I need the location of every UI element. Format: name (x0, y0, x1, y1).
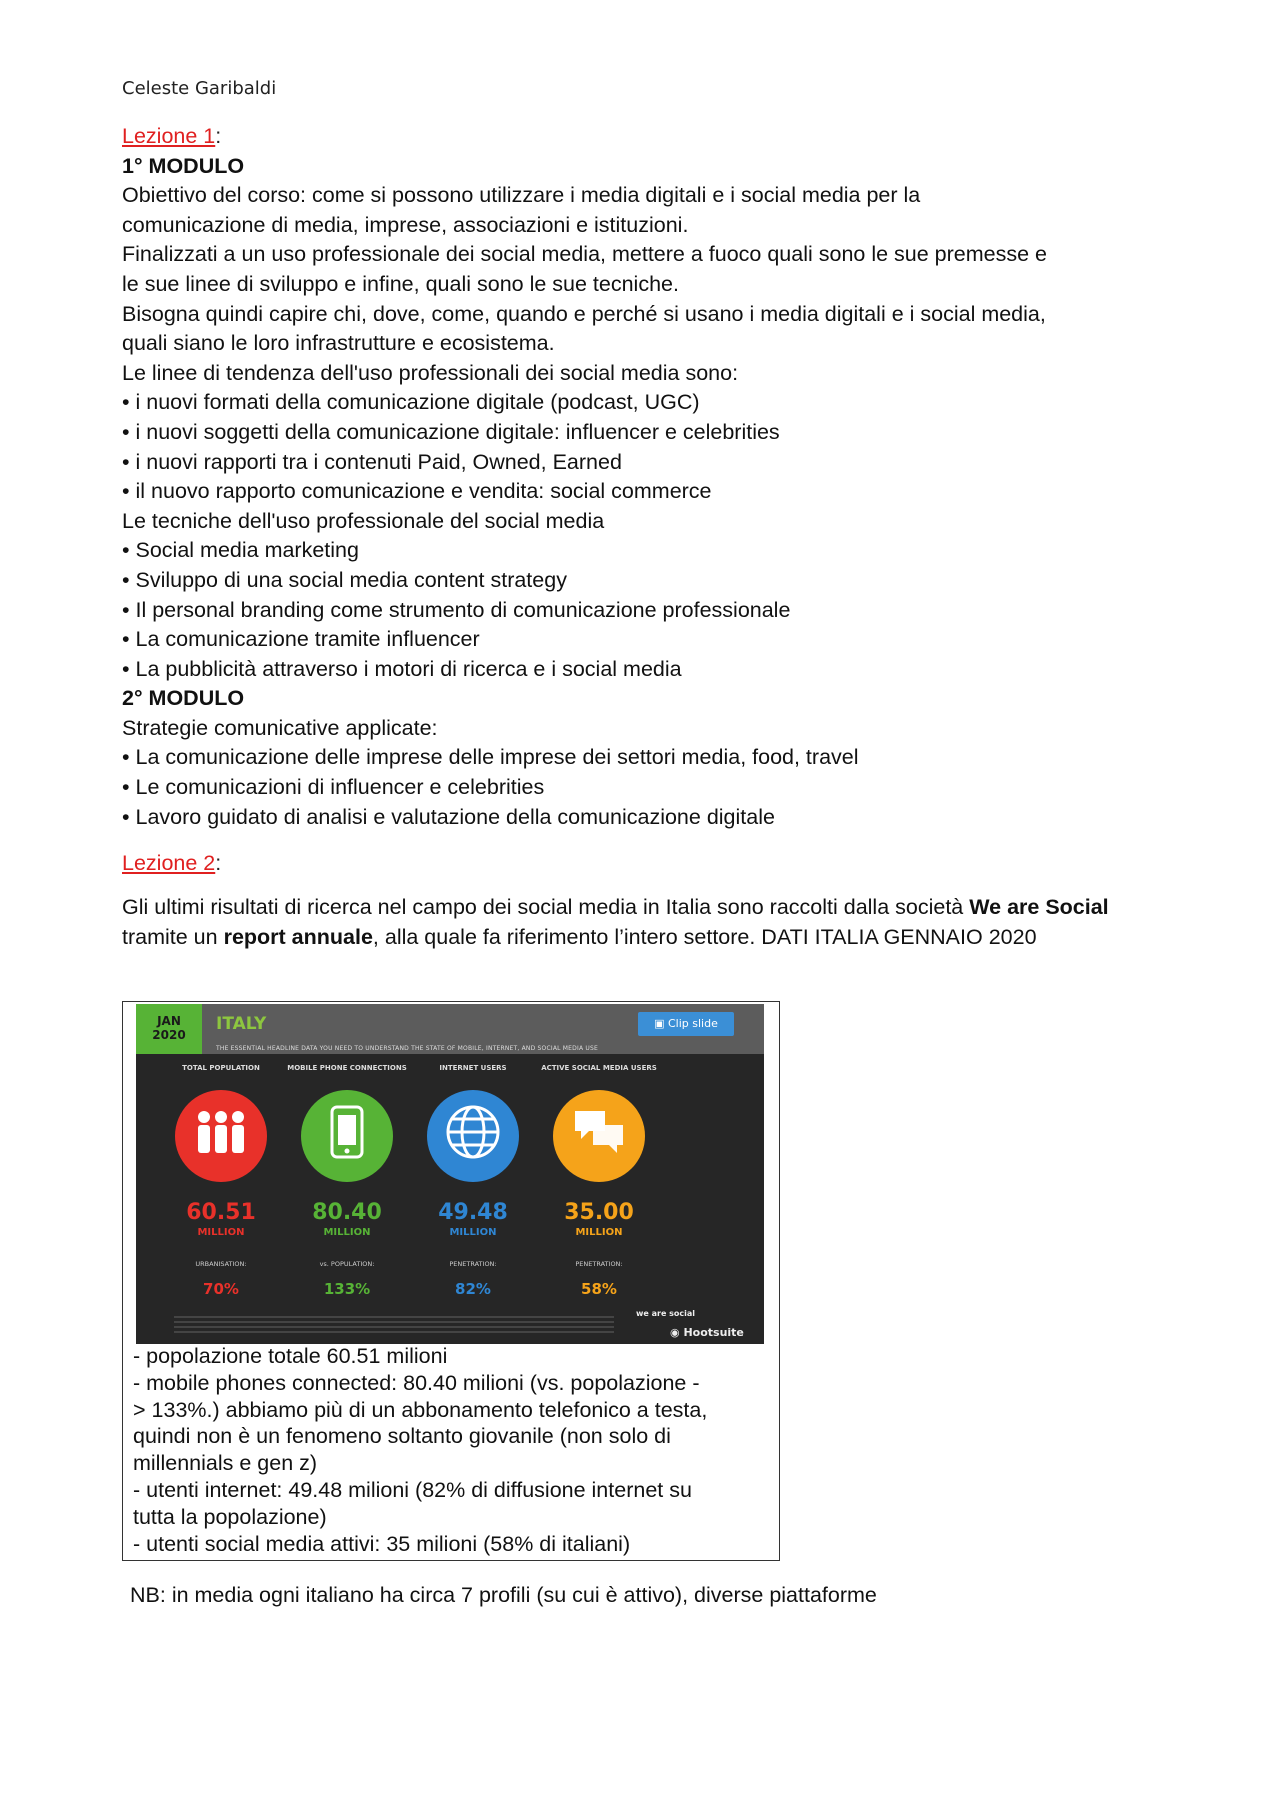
stat-label: TOTAL POPULATION (182, 1064, 260, 1072)
caption-line: - utenti social media attivi: 35 milioni (58% di italiani) (133, 1531, 631, 1556)
intro-bold-company: We are Social (969, 895, 1109, 919)
hootsuite-label: Hootsuite (683, 1326, 744, 1339)
stat-sub-label: PENETRATION: (575, 1260, 623, 1268)
intro-text-2: tramite un (122, 924, 224, 949)
intro-bold-report: report annuale (223, 924, 373, 949)
caption-line: - utenti internet: 49.48 milioni (82% di diffusione internet su (133, 1477, 692, 1502)
figure-caption (133, 1343, 773, 1557)
lesson-1-colon: : (215, 124, 222, 148)
module-1-line: quali siano le loro infrastrutture e ecosistema. (122, 331, 555, 356)
hootsuite-owl-icon: ◉ (670, 1326, 684, 1339)
intro-text-1: Gli ultimi risultati di ricerca nel campo dei social media in Italia sono raccolti dalla società (122, 895, 970, 919)
chat-bubbles-icon (571, 1107, 627, 1166)
hootsuite-logo (670, 1318, 744, 1344)
figure-box (122, 1001, 780, 1561)
lesson-2-intro (122, 893, 1172, 952)
module-1-line: • Social media marketing (122, 538, 359, 563)
stat-sub-value: 82% (455, 1279, 491, 1298)
lesson-1-link[interactable]: Lezione 1 (122, 124, 216, 148)
stat-icon-circle (553, 1090, 645, 1182)
slide-country-title: ITALY (216, 1014, 267, 1034)
caption-line: quindi non è un fenomeno soltanto giovanile (non solo di (133, 1424, 671, 1449)
module-1-line: Obiettivo del corso: come si possono utilizzare i media digitali e i social media per la (122, 183, 921, 208)
date-badge-month: JAN (157, 1014, 181, 1028)
module-1-line: Finalizzati a un uso professionale dei social media, mettere a fuoco quali sono le sue premesse e (122, 242, 1048, 267)
author-name: Celeste Garibaldi (122, 78, 277, 99)
slide-footer (136, 1308, 764, 1344)
stat-value: 35.00 (564, 1200, 634, 1225)
module-2-line: • Lavoro guidato di analisi e valutazione della comunicazione digitale (122, 804, 775, 829)
date-badge (136, 1004, 202, 1054)
stat-unit: MILLION (197, 1227, 245, 1238)
lesson-2-colon: : (215, 851, 222, 875)
clip-icon: ▣ (654, 1017, 668, 1030)
clip-slide-button[interactable] (638, 1012, 734, 1036)
module-1-line: Bisogna quindi capire chi, dove, come, quando e perché si usano i media digitali e i social media, (122, 301, 1046, 326)
stat-icon-circle (427, 1090, 519, 1182)
module-1-line: • i nuovi soggetti della comunicazione digitale: influencer e celebrities (122, 419, 780, 444)
date-badge-year: 2020 (152, 1028, 186, 1042)
stat-card (156, 1064, 286, 1298)
stat-card (282, 1064, 412, 1298)
module-1-body (122, 181, 1047, 684)
intro-text-3: , alla quale fa riferimento l’intero settore. DATI ITALIA GENNAIO 2020 (372, 924, 1037, 949)
we-are-social-logo: we are social (636, 1309, 696, 1318)
stat-label: MOBILE PHONE CONNECTIONS (287, 1064, 407, 1072)
clip-slide-label: Clip slide (668, 1017, 718, 1030)
stat-sub-value: 133% (323, 1279, 371, 1298)
module-2-body (122, 714, 1047, 832)
module-1-line: • Sviluppo di una social media content strategy (122, 567, 567, 592)
module-2-line: • La comunicazione delle imprese delle imprese dei settori media, food, travel (122, 745, 859, 770)
module-1-line: comunicazione di media, imprese, associazioni e istituzioni. (122, 212, 689, 237)
module-1-line: • i nuovi formati della comunicazione digitale (podcast, UGC) (122, 390, 700, 415)
module-1-line: Le tecniche dell'uso professionale del social media (122, 508, 605, 533)
module-1-title: 1° MODULO (122, 153, 245, 178)
module-1-line: • La comunicazione tramite influencer (122, 627, 480, 652)
module-1-line: • il nuovo rapporto comunicazione e vendita: social commerce (122, 479, 712, 504)
slide-source-notes (174, 1316, 614, 1336)
stat-sub-value: 58% (581, 1279, 617, 1298)
stat-sub-label: vs. POPULATION: (319, 1260, 375, 1268)
module-1-line: Le linee di tendenza dell'uso professionali dei social media sono: (122, 360, 739, 385)
module-1-line: • Il personal branding come strumento di comunicazione professionale (122, 597, 791, 622)
stat-value: 60.51 (186, 1200, 256, 1225)
module-2-title: 2° MODULO (122, 686, 245, 711)
stat-unit: MILLION (449, 1227, 497, 1238)
module-2-line: Strategie comunicative applicate: (122, 715, 438, 740)
stat-icon-circle (175, 1090, 267, 1182)
lesson-1-section (122, 122, 1047, 832)
stat-sub-label: PENETRATION: (449, 1260, 497, 1268)
stat-value: 80.40 (312, 1200, 382, 1225)
people-icon (194, 1109, 248, 1164)
globe-icon (445, 1104, 501, 1169)
caption-line: - popolazione totale 60.51 milioni (133, 1344, 448, 1368)
lesson-2-link[interactable]: Lezione 2 (122, 851, 216, 875)
mobile-phone-icon (330, 1105, 364, 1168)
module-1-line: • i nuovi rapporti tra i contenuti Paid, Owned, Earned (122, 449, 622, 474)
module-1-line: le sue linee di sviluppo e infine, quali sono le sue tecniche. (122, 271, 679, 296)
stat-value: 49.48 (438, 1200, 508, 1225)
lesson-1-heading (122, 122, 1047, 152)
italy-2020-slide-image (136, 1004, 764, 1344)
stat-sub-value: 70% (203, 1279, 239, 1298)
module-2-line: • Le comunicazioni di influencer e celebrities (122, 775, 545, 800)
lesson-2-heading (122, 849, 221, 879)
caption-line: > 133%.) abbiamo più di un abbonamento telefonico a testa, (133, 1397, 708, 1422)
nb-note: NB: in media ogni italiano ha circa 7 profili (su cui è attivo), diverse piattaforme (130, 1583, 877, 1607)
stat-label: INTERNET USERS (439, 1064, 507, 1072)
caption-line: millennials e gen z) (133, 1451, 318, 1476)
stat-unit: MILLION (575, 1227, 623, 1238)
stat-card (534, 1064, 664, 1298)
stat-unit: MILLION (323, 1227, 371, 1238)
caption-line: tutta la popolazione) (133, 1504, 327, 1529)
stat-label: ACTIVE SOCIAL MEDIA USERS (541, 1064, 657, 1072)
stat-icon-circle (301, 1090, 393, 1182)
stat-card (408, 1064, 538, 1298)
module-1-line: • La pubblicità attraverso i motori di ricerca e i social media (122, 656, 682, 681)
slide-subtitle: THE ESSENTIAL HEADLINE DATA YOU NEED TO UNDERSTAND THE STATE OF MOBILE, INTERNET, AND SOCIAL MEDIA USE (216, 1045, 598, 1052)
stat-sub-label: URBANISATION: (195, 1260, 247, 1268)
caption-line: - mobile phones connected: 80.40 milioni (vs. popolazione - (133, 1370, 700, 1395)
